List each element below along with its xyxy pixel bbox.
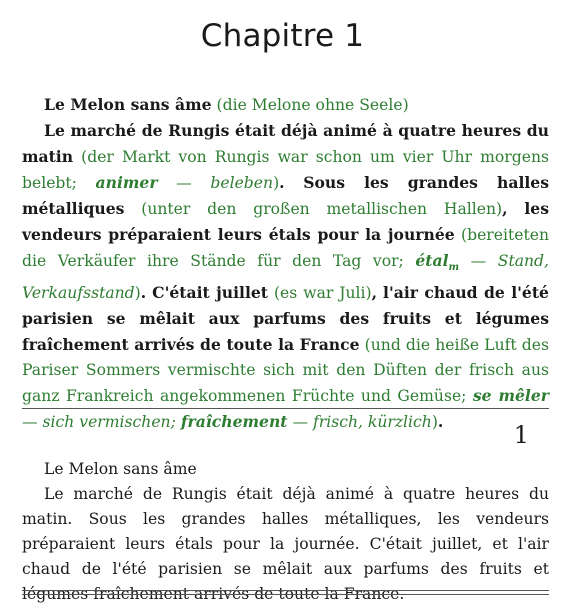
vocab-def-fraichement: — frisch, kürzlich	[287, 413, 432, 431]
section-divider	[22, 408, 549, 409]
bilingual-paragraph	[22, 118, 549, 435]
sentence-1-german-close: )	[273, 174, 280, 192]
heading-german: (die Melone ohne Seele)	[216, 96, 409, 114]
bilingual-section	[22, 92, 549, 435]
sentence-4-german-close: )	[431, 413, 438, 431]
sentence-4-end: .	[437, 412, 444, 431]
vocab-def-etal: — Stand, Verkaufsstand	[22, 252, 549, 302]
sentence-4-french: l'air chaud de l'été parisien se mêlait aux parfums des fruits et légumes fraîchement arrivés de toute la France	[22, 283, 549, 354]
sentence-3-german: (es war Juli)	[273, 284, 372, 302]
vocab-word-etal	[415, 251, 460, 273]
sentence-2-french: Sous les grandes halles métalliques	[22, 173, 550, 218]
sentence-3-french: C'était juillet	[152, 283, 268, 302]
bottom-double-rule	[22, 590, 549, 595]
vocab-word-fraichement: fraîchement	[180, 412, 288, 431]
sentence-2b-german-close: )	[134, 284, 141, 302]
vocab-word-etal-text: étal	[415, 251, 449, 270]
vocab-gender-marker: m	[448, 262, 460, 273]
page-number: 1	[513, 421, 529, 449]
sentence-2b-german-text: (bereiteten die Verkäufer ihre Stände für den Tag vor;	[22, 226, 549, 270]
vocab-def-se-meler: — sich vermischen;	[22, 413, 181, 431]
plain-heading: Le Melon sans âme	[44, 460, 197, 478]
sentence-3-comma: ,	[371, 283, 378, 302]
heading-french: Le Melon sans âme	[44, 95, 212, 114]
chapter-title: Chapitre 1	[200, 18, 365, 54]
plain-french-section	[22, 457, 549, 607]
sentence-2b-french: les vendeurs préparaient leurs étals pour la journée	[22, 199, 549, 244]
bilingual-heading	[22, 92, 549, 118]
sentence-2b-end: .	[140, 283, 147, 302]
sentence-2-comma: ,	[502, 199, 508, 218]
plain-paragraph: Le marché de Rungis était déjà animé à quatre heures du matin. Sous les grandes halles métalliques, les vendeurs préparaient leurs étals pour la journée. C'était juillet, et l'air chaud de l'été parisien se mêlait aux parfums des fruits et légumes fraîchement arrivés de toute la France.	[22, 485, 549, 603]
sentence-1-french: Le marché de Rungis était déjà animé à quatre heures du matin	[22, 121, 549, 166]
vocab-word-se-meler: se mêler	[472, 386, 549, 405]
sentence-1-end: .	[279, 173, 285, 192]
sentence-1-german-text: (der Markt von Rungis war schon um vier Uhr morgens belebt;	[22, 148, 549, 192]
vocab-def-animer: — beleben	[157, 174, 274, 192]
sentence-2-german: (unter den großen metallischen Hallen)	[141, 200, 503, 218]
vocab-word-animer: animer	[95, 173, 158, 192]
sentence-4-german-text: (und die heiße Luft des Pariser Sommers vermischte sich mit den Düften der frisch aus ganz Frankreich angekommenen Früchte und Gemüse;	[22, 336, 549, 405]
